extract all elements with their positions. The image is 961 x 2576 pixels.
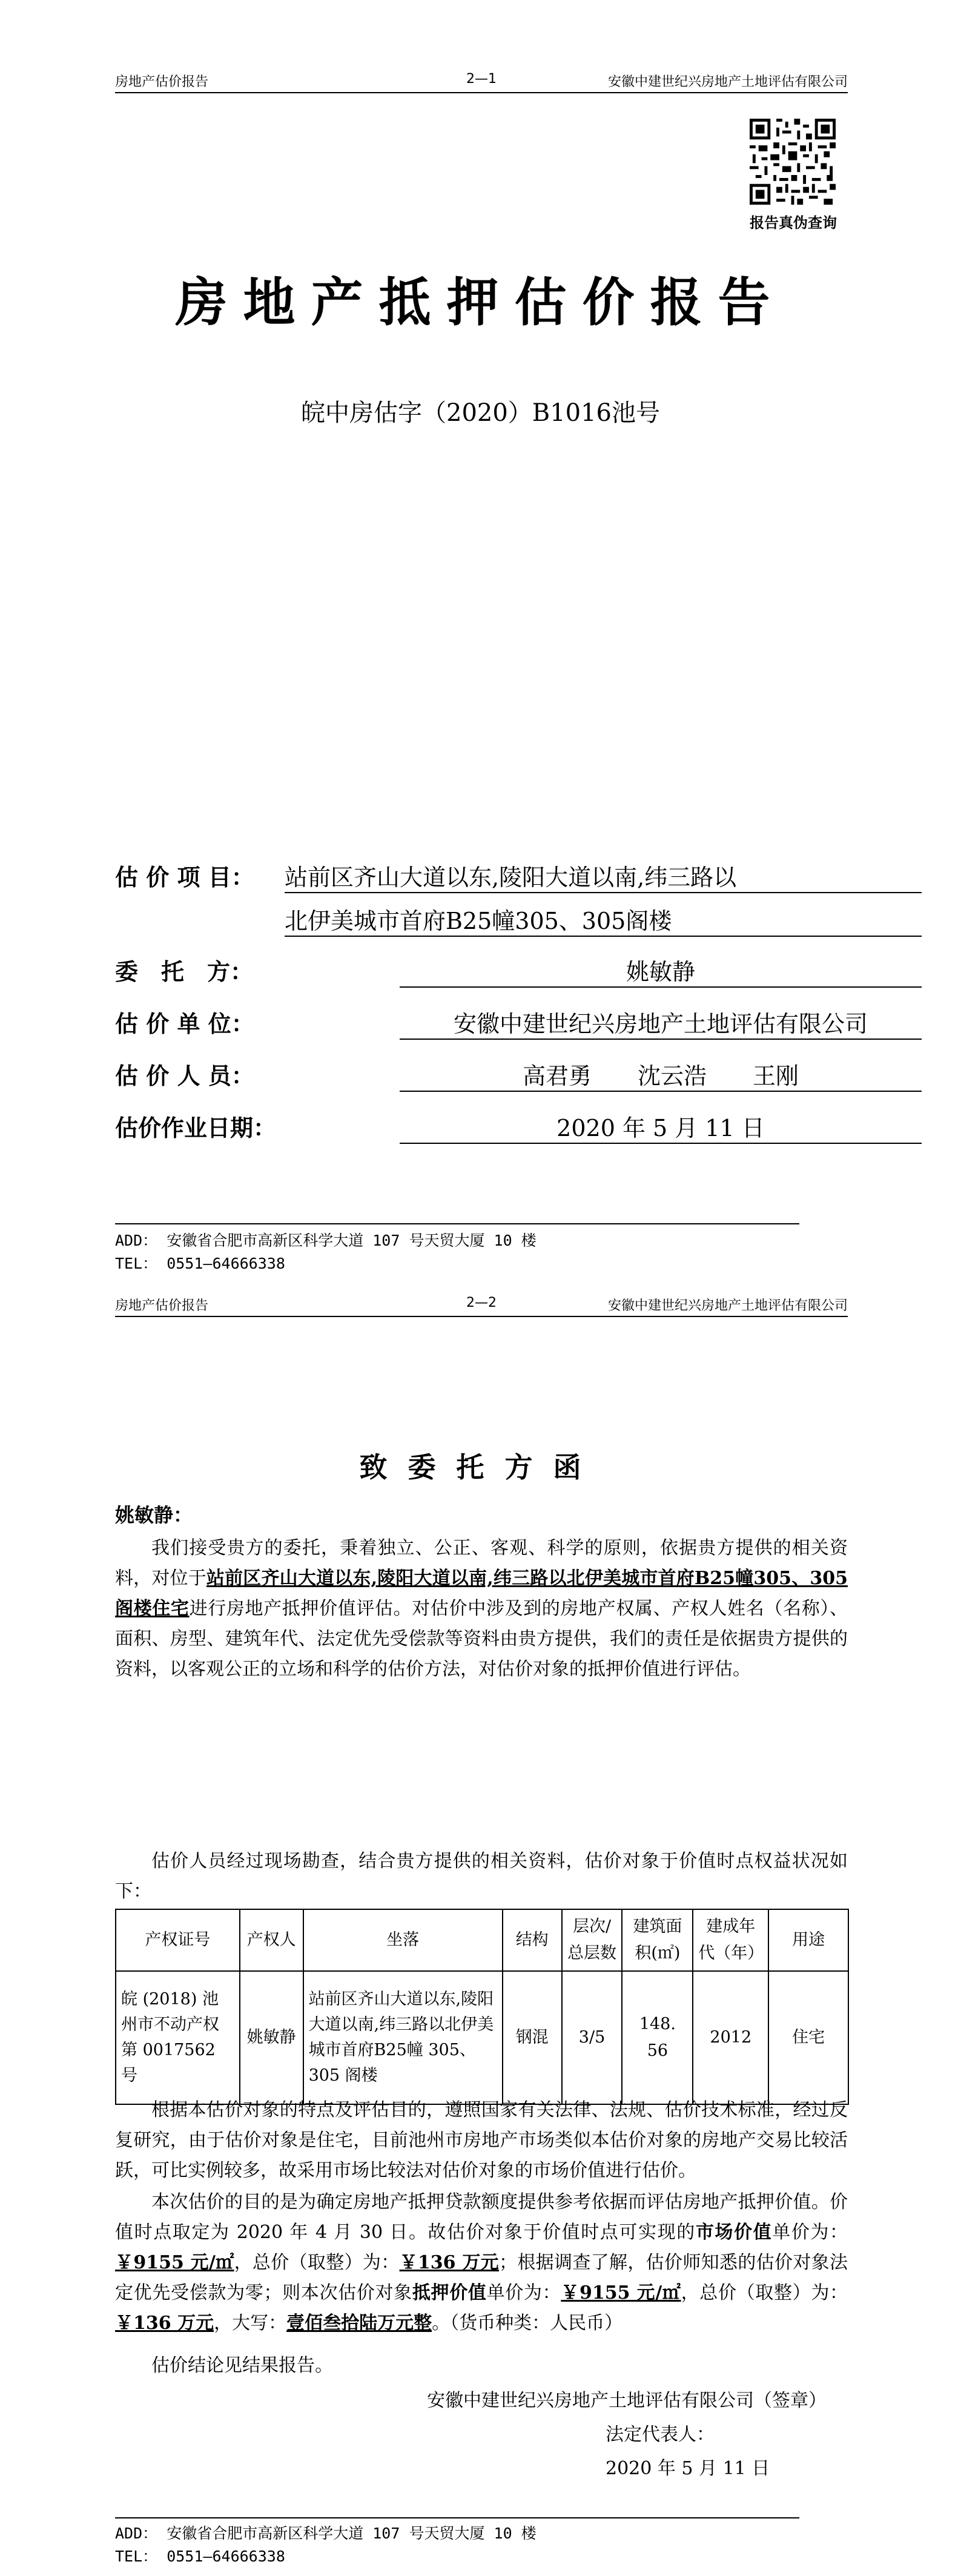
page-header (115, 71, 848, 91)
field-appraisers-value: 高君勇 沈云浩 王刚 (400, 1057, 922, 1092)
table-header-cell: 建成年代（年） (693, 1909, 768, 1971)
header-doc-type: 房地产估价报告 (115, 1298, 209, 1313)
header-divider (115, 92, 848, 93)
footer-divider (115, 1223, 799, 1224)
valuation-text: ，总价（取整）为： (681, 2282, 848, 2304)
letter-paragraph-conclusion: 估价结论见结果报告。 (151, 2355, 333, 2376)
table-header-cell: 用途 (768, 1909, 848, 1971)
report-number: 皖中房估字（2020）B1016池号 (301, 399, 660, 427)
header-doc-type: 房地产估价报告 (115, 74, 209, 90)
signature-legal-rep: 法定代表人： (606, 2424, 715, 2445)
signature-company: 安徽中建世纪兴房地产土地评估有限公司（签章） (427, 2390, 827, 2411)
footer-address: ADD： 安徽省合肥市高新区科学大道 107 号天贸大厦 10 楼 (115, 1232, 537, 1249)
cell-owner: 姚敏静 (240, 1971, 303, 2104)
field-work-date-label: 估价作业日期： (115, 1115, 277, 1141)
valuation-text: ，总价（取整）为： (234, 2252, 400, 2273)
cell-year-built: 2012 (693, 1971, 768, 2104)
property-rights-table (115, 1909, 849, 2105)
field-client-label: 委 托 方： (115, 959, 254, 985)
field-appraisers-label: 估 价 人 员： (115, 1063, 254, 1089)
letter-paragraph-status: 估价人员经过现场勘查，结合贵方提供的相关资料，估价对象于价值时点权益状况如下： (115, 1851, 848, 1902)
letter-title: 致委托方函 (359, 1451, 602, 1484)
header-divider (115, 1316, 848, 1317)
mortgage-total-chinese: 壹佰叁拾陆万元整 (286, 2313, 432, 2334)
field-project-value-2: 北伊美城市首府B25幢305、305阁楼 (285, 902, 922, 937)
letter-salutation: 姚敏静： (115, 1504, 193, 1527)
header-page-number: 2—1 (466, 71, 497, 87)
intro-text-a: 我们接受贵方的委托，秉着独立、公正、客观、科学的原则，依据贵方提供的相关资料，对位于 (115, 1537, 848, 1589)
valuation-text: 单价为： (772, 2222, 848, 2243)
table-header-cell: 产权证号 (116, 1909, 240, 1971)
qr-verify-label: 报告真伪查询 (750, 214, 837, 231)
cell-location: 站前区齐山大道以东,陵阳大道以南,纬三路以北伊美城市首府B25幢 305、305 阁楼 (303, 1971, 503, 2104)
mortgage-unit-price: ￥9155 元/㎡ (561, 2282, 681, 2304)
intro-property-address: 站前区齐山大道以东,陵阳大道以南,纬三路以北伊美城市首府B25幢305、305阁楼住宅 (115, 1568, 848, 1619)
signature-date: 2020 年 5 月 11 日 (606, 2458, 770, 2479)
valuation-text: ，大写： (214, 2313, 287, 2334)
table-header-cell: 结构 (503, 1909, 562, 1971)
cell-area: 148. 56 (622, 1971, 693, 2104)
field-project-value: 站前区齐山大道以东,陵阳大道以南,纬三路以 (285, 859, 922, 893)
table-header-cell: 建筑面积(㎡) (622, 1909, 693, 1971)
valuation-text: 本次估价的目的是为确定房地产抵押贷款额度提供参考依据而评估房地产抵押价值。价值时点取定为 2020 年 4 月 30 日。故估价对象于价值时点可实现的 (115, 2191, 848, 2243)
letter-paragraph-intro (115, 1533, 848, 1685)
field-work-date-value: 2020 年 5 月 11 日 (400, 1109, 922, 1144)
mortgage-total-price: ￥136 万元 (115, 2313, 214, 2334)
table-header-row (116, 1909, 848, 1971)
footer-phone: TEL： 0551—64666338 (115, 1255, 285, 1272)
field-client-value: 姚敏静 (400, 953, 922, 988)
cell-usage: 住宅 (768, 1971, 848, 2104)
field-project-label: 估 价 项 目： (115, 864, 254, 891)
field-appraiser-org-value: 安徽中建世纪兴房地产土地评估有限公司 (400, 1005, 922, 1040)
header-company: 安徽中建世纪兴房地产土地评估有限公司 (607, 74, 848, 90)
mortgage-value-label: 抵押价值 (412, 2282, 487, 2304)
market-unit-price: ￥9155 元/㎡ (115, 2252, 234, 2273)
footer-phone: TEL： 0551—64666338 (115, 2548, 285, 2565)
cell-structure: 钢混 (503, 1971, 562, 2104)
letter-paragraph-method: 根据本估价对象的特点及评估目的，遵照国家有关法律、法规、估价技术标准，经过反复研究，由于估价对象是住宅，目前池州市房地产市场类似本估价对象的房地产交易比较活跃，可比实例较多，故采用市场比较法对估价对象的市场价值进行估价。 (115, 2099, 848, 2181)
cell-floor: 3/5 (562, 1971, 623, 2104)
cell-certificate-no: 皖 (2018) 池州市不动产权第 0017562 号 (116, 1971, 240, 2104)
intro-text-b: 进行房地产抵押价值评估。对估价中涉及到的房地产权属、产权人姓名（名称）、面积、房型、建筑年代、法定优先受偿款等资料由贵方提供，我们的责任是依据贵方提供的资料，以客观公正的立场和科学的估价方法，对估价对象的抵押价值进行评估。 (115, 1598, 848, 1680)
page-header (115, 1295, 848, 1315)
field-appraiser-org-label: 估 价 单 位： (115, 1011, 254, 1037)
table-header-cell: 层次/总层数 (562, 1909, 623, 1971)
market-total-price: ￥136 万元 (399, 2252, 499, 2273)
header-page-number: 2—2 (466, 1295, 497, 1310)
qr-code-icon[interactable] (750, 119, 836, 205)
letter-paragraph-valuation (115, 2187, 848, 2339)
header-company: 安徽中建世纪兴房地产土地评估有限公司 (607, 1298, 848, 1313)
valuation-text: 单价为： (486, 2282, 561, 2304)
market-value-label: 市场价值 (695, 2222, 773, 2243)
valuation-text: ；根据调查了解，估价师知悉的估价对象法定优先受偿款为零；则本次估价对象 (115, 2252, 848, 2304)
cover-letter-page (0, 1288, 961, 2576)
footer-divider (115, 2517, 799, 2518)
report-title: 房地产抵押估价报告 (175, 272, 786, 333)
table-header-cell: 产权人 (240, 1909, 303, 1971)
footer-address: ADD： 安徽省合肥市高新区科学大道 107 号天贸大厦 10 楼 (115, 2525, 537, 2542)
table-header-cell: 坐落 (303, 1909, 503, 1971)
table-row (116, 1971, 848, 2104)
valuation-text: 。（货币种类：人民币） (432, 2313, 623, 2334)
